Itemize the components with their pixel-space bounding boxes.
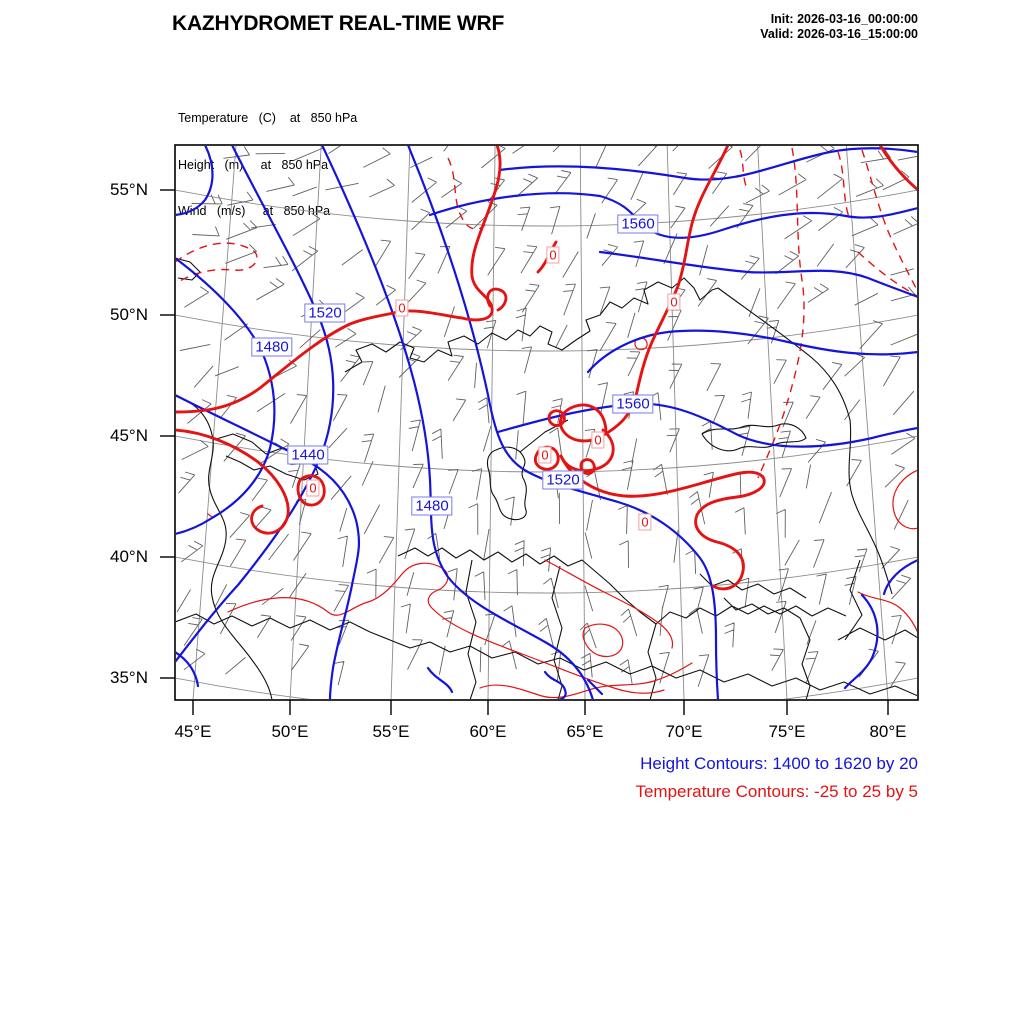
height-contour-label: 1560: [612, 395, 653, 414]
lon-tick-label: 70°E: [665, 722, 703, 741]
height-contour-label: 1520: [542, 471, 583, 490]
height-contour-label: 1520: [304, 304, 345, 323]
lon-tick-label: 80°E: [869, 722, 907, 741]
temperature-contour-zero: [175, 145, 918, 589]
height-contour-label: 1560: [617, 215, 658, 234]
height-contour-label: 1440: [287, 446, 328, 465]
map-border: [175, 145, 918, 700]
lon-tick-label: 60°E: [469, 722, 507, 741]
temperature-contours-negative: [175, 148, 918, 478]
lon-tick-label: 55°E: [372, 722, 410, 741]
height-contour-label: 1480: [251, 338, 292, 357]
temperature-contour-label: 0: [546, 247, 559, 264]
lon-tick-label: 75°E: [768, 722, 806, 741]
lat-tick-label: 35°N: [110, 668, 148, 687]
lon-tick-label: 65°E: [566, 722, 604, 741]
field-line-temperature: Temperature (C) at 850 hPa: [178, 111, 358, 125]
temperature-contours-thin: [208, 338, 918, 698]
temperature-contour-label: 0: [395, 300, 408, 317]
lat-tick-label: 45°N: [110, 426, 148, 445]
lon-tick-label: 45°E: [174, 722, 212, 741]
height-contour-label: 1480: [411, 497, 452, 516]
height-contours: [175, 145, 918, 700]
temperature-contour-label: 0: [538, 447, 551, 464]
contour-captions: [635, 750, 918, 806]
temperature-contour-label: 0: [638, 514, 651, 531]
field-line-height: Height (m) at 850 hPa: [178, 157, 329, 172]
field-line-wind: Wind (m/s) at 850 hPa: [178, 204, 331, 218]
lon-tick-label: 50°E: [271, 722, 309, 741]
lat-tick-label: 50°N: [110, 305, 148, 324]
lat-tick-label: 55°N: [110, 180, 148, 199]
valid-time: Valid: 2026-03-16_15:00:00: [760, 27, 918, 41]
height-caption: Height Contours: 1400 to 1620 by 20: [640, 754, 918, 773]
init-time: Init: 2026-03-16_00:00:00: [770, 12, 918, 26]
temperature-contour-label: 0: [306, 480, 319, 497]
lat-tick-label: 40°N: [110, 547, 148, 566]
coastlines-borders: [175, 258, 918, 700]
temperature-caption: Temperature Contours: -25 to 25 by 5: [635, 782, 918, 801]
temperature-contour-label: 0: [591, 432, 604, 449]
temperature-contour-label: 0: [667, 294, 680, 311]
page-title: KAZHYDROMET REAL-TIME WRF: [172, 12, 505, 35]
graticule-lines: [175, 145, 918, 714]
